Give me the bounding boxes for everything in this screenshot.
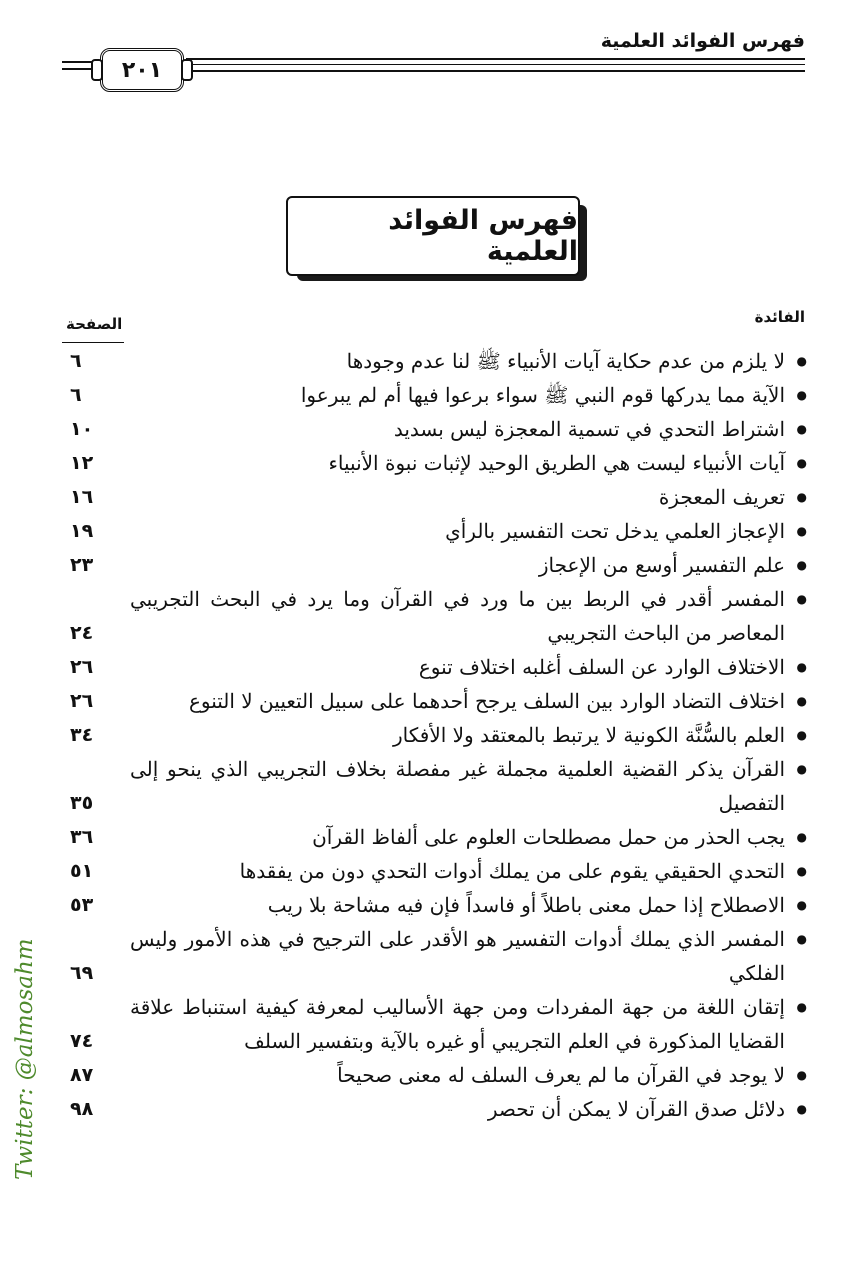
entry-text: ● لا يلزم من عدم حكاية آيات الأنبياء ﷺ لنا عدم وجودها	[60, 344, 807, 378]
entry-page: ٣٤	[70, 724, 94, 746]
column-header-page: الصفحة	[66, 315, 123, 333]
entry-page: ١٢	[70, 452, 94, 474]
header-rule-mid	[186, 64, 805, 65]
index-entry	[60, 888, 807, 922]
entry-text: ● تعريف المعجزة	[60, 480, 807, 514]
entry-text: ● التحدي الحقيقي يقوم على من يملك أدوات التحدي دون من يفقدها	[60, 854, 807, 888]
index-entry	[60, 650, 807, 684]
entry-page: ٥٣	[70, 894, 94, 916]
entry-text: ● دلائل صدق القرآن لا يمكن أن تحصر	[60, 1092, 807, 1126]
entry-page: ٢٦	[70, 656, 94, 678]
index-entry	[60, 922, 807, 990]
entry-text: ● المفسر أقدر في الربط بين ما ورد في القرآن وما يرد في البحث التجريبي المعاصر من الباحث التجريبي	[60, 582, 807, 650]
index-entry	[60, 446, 807, 480]
running-title: فهرس الفوائد العلمية	[600, 30, 805, 52]
entry-page: ٧٤	[70, 1030, 94, 1052]
entry-text: ● الآية مما يدركها قوم النبي ﷺ سواء برعوا فيها أم لم يبرعوا	[60, 378, 807, 412]
header-rule-bottom	[186, 70, 805, 72]
index-entry	[60, 990, 807, 1058]
entry-text: ● الإعجاز العلمي يدخل تحت التفسير بالرأي	[60, 514, 807, 548]
header-rule-top	[186, 58, 805, 60]
column-header-faida: الفائدة	[754, 308, 805, 326]
entry-text: ● إتقان اللغة من جهة المفردات ومن جهة الأساليب لمعرفة كيفية استنباط علاقة القضايا المذكورة في العلم التجريبي أو غيره بالآية وبتفسير السلف	[60, 990, 807, 1058]
index-entry	[60, 718, 807, 752]
entry-page: ٦	[70, 350, 82, 372]
entry-text: ● الاصطلاح إذا حمل معنى باطلاً أو فاسداً فإن فيه مشاحة بلا ريب	[60, 888, 807, 922]
entry-text: ● يجب الحذر من حمل مصطلحات العلوم على ألفاظ القرآن	[60, 820, 807, 854]
entry-text: ● المفسر الذي يملك أدوات التفسير هو الأقدر على الترجيح في هذه الأمور وليس الفلكي	[60, 922, 807, 990]
index-entry	[60, 514, 807, 548]
column-header-underline	[62, 342, 124, 343]
entry-page: ٢٤	[70, 622, 94, 644]
index-entry	[60, 1058, 807, 1092]
entry-page: ٦٩	[70, 962, 94, 984]
index-entry	[60, 854, 807, 888]
entry-page: ٨٧	[70, 1064, 94, 1086]
index-entry	[60, 480, 807, 514]
index-entry	[60, 412, 807, 446]
entry-page: ١٠	[70, 418, 94, 440]
index-entry	[60, 582, 807, 650]
entry-text: ● الاختلاف الوارد عن السلف أغلبه اختلاف تنوع	[60, 650, 807, 684]
entry-page: ٦	[70, 384, 82, 406]
index-title: فهرس الفوائد العلمية	[388, 205, 578, 267]
entry-page: ٣٦	[70, 826, 94, 848]
index-entry	[60, 752, 807, 820]
title-box	[286, 196, 580, 276]
entry-text: ● لا يوجد في القرآن ما لم يعرف السلف له معنى صحيحاً	[60, 1058, 807, 1092]
entry-text: ● اختلاف التضاد الوارد بين السلف يرجح أحدهما على سبيل التعيين لا التنوع	[60, 684, 807, 718]
index-entry	[60, 344, 807, 378]
page-number: ٢٠١	[100, 48, 184, 92]
entry-page: ١٩	[70, 520, 94, 542]
index-entries	[60, 344, 807, 1126]
entry-page: ٣٥	[70, 792, 94, 814]
twitter-watermark: Twitter: @almosahm	[12, 938, 38, 1180]
entry-page: ٩٨	[70, 1098, 94, 1120]
index-entry	[60, 1092, 807, 1126]
entry-text: ● القرآن يذكر القضية العلمية مجملة غير مفصلة بخلاف التجريبي الذي ينحو إلى التفصيل	[60, 752, 807, 820]
entry-page: ٢٦	[70, 690, 94, 712]
index-entry	[60, 820, 807, 854]
index-entry	[60, 548, 807, 582]
entry-text: ● العلم بالسُّنَّة الكونية لا يرتبط بالمعتقد ولا الأفكار	[60, 718, 807, 752]
entry-page: ٢٣	[70, 554, 94, 576]
entry-page: ٥١	[70, 860, 94, 882]
index-entry	[60, 378, 807, 412]
entry-text: ● آيات الأنبياء ليست هي الطريق الوحيد لإثبات نبوة الأنبياء	[60, 446, 807, 480]
entry-page: ١٦	[70, 486, 94, 508]
index-entry	[60, 684, 807, 718]
entry-text: ● اشتراط التحدي في تسمية المعجزة ليس بسديد	[60, 412, 807, 446]
entry-text: ● علم التفسير أوسع من الإعجاز	[60, 548, 807, 582]
